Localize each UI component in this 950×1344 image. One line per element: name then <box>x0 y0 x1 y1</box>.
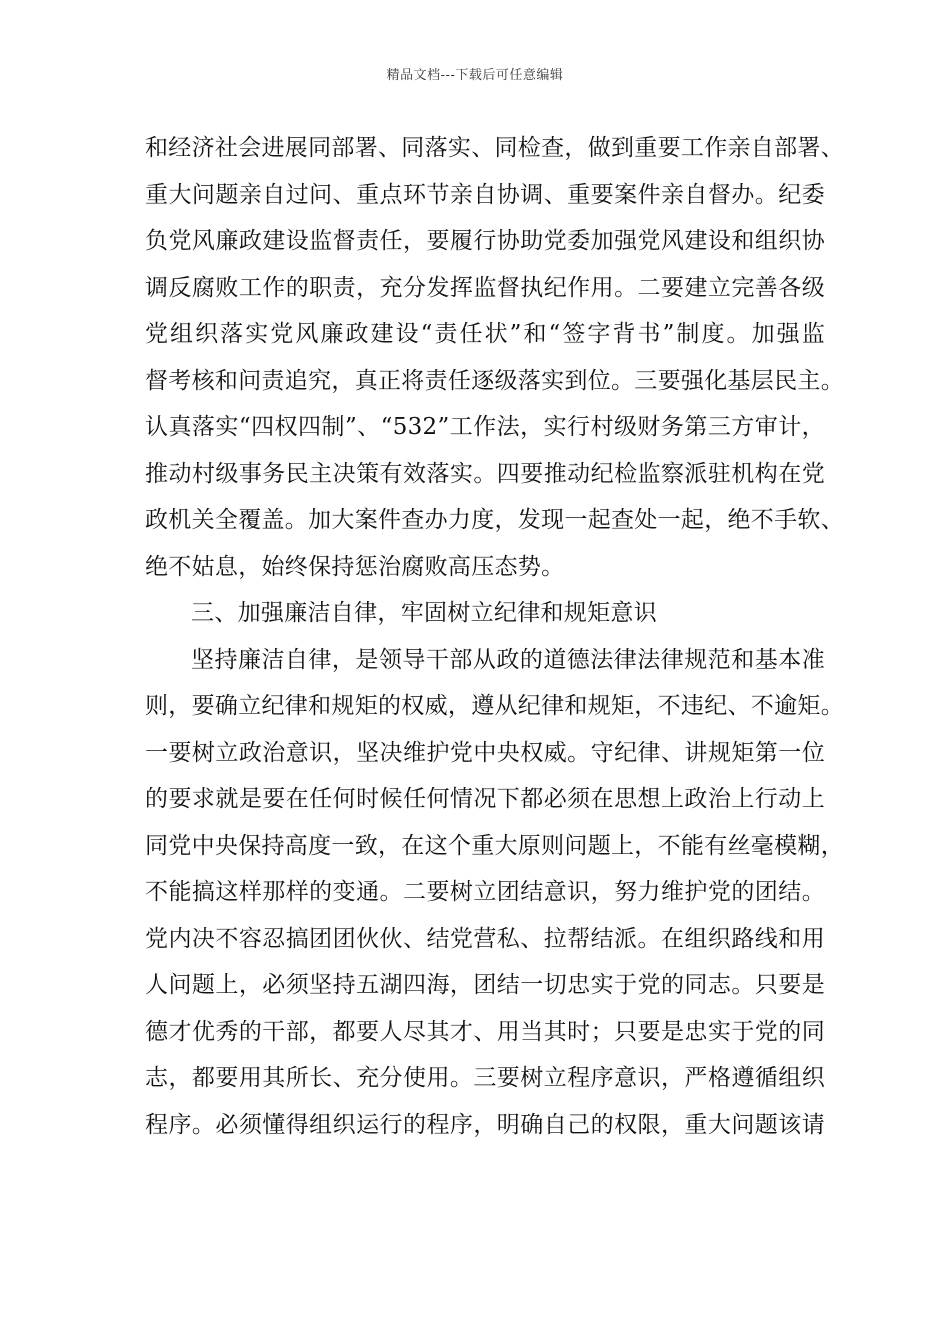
text-line: 德才优秀的干部，都要人尽其才、用当其时；只要是忠实于党的同 <box>145 1018 825 1045</box>
text-line: 不能搞这样那样的变通。二要树立团结意识，努力维护党的团结。 <box>145 879 825 905</box>
text-line: 和经济社会进展同部署、同落实、同检查，做到重要工作亲自部署、 <box>145 135 844 161</box>
text-line: 督考核和问责追究，真正将责任逐级落实到位。三要强化基层民主。 <box>145 367 844 394</box>
text-line: 程序。必须懂得组织运行的程序，明确自己的权限，重大问题该请 <box>145 1111 825 1138</box>
text-line: 重大问题亲自过问、重点环节亲自协调、重要案件亲自督办。纪委 <box>145 181 825 208</box>
text-line: 的要求就是要在任何时候任何情况下都必须在思想上政治上行动上 <box>145 786 825 812</box>
page-header: 精品文档---下载后可任意编辑 <box>386 68 564 83</box>
text-line: 推动村级事务民主决策有效落实。四要推动纪检监察派驻机构在党 <box>145 460 825 487</box>
document-body <box>145 128 844 1151</box>
text-line: 负党风廉政建设监督责任，要履行协助党委加强党风建设和组织协 <box>145 228 825 254</box>
text-line: 坚持廉洁自律，是领导干部从政的道德法律法律规范和基本准 <box>191 646 825 673</box>
section-heading: 三、加强廉洁自律，牢固树立纪律和规矩意识 <box>191 600 657 626</box>
text-line: 一要树立政治意识，坚决维护党中央权威。守纪律、讲规矩第一位 <box>145 739 825 766</box>
text-line: 绝不姑息，始终保持惩治腐败高压态势。 <box>145 553 565 580</box>
text-line: 则，要确立纪律和规矩的权威，遵从纪律和规矩，不违纪、不逾矩。 <box>145 693 844 719</box>
text-line: 党组织落实党风廉政建设“责任状”和“签字背书”制度。加强监 <box>145 321 825 347</box>
text-line: 同党中央保持高度一致，在这个重大原则问题上，不能有丝毫模糊， <box>145 832 844 859</box>
text-line: 认真落实“四权四制”、“532”工作法，实行村级财务第三方审计， <box>145 414 825 440</box>
text-line: 党内决不容忍搞团团伙伙、结党营私、拉帮结派。在组织路线和用 <box>145 925 825 952</box>
text-line: 政机关全覆盖。加大案件查办力度，发现一起查处一起，绝不手软、 <box>145 507 844 533</box>
text-line: 调反腐败工作的职责，充分发挥监督执纪作用。二要建立完善各级 <box>145 274 825 301</box>
text-line: 志，都要用其所长、充分使用。三要树立程序意识，严格遵循组织 <box>145 1065 825 1091</box>
text-line: 人问题上，必须坚持五湖四海，团结一切忠实于党的同志。只要是 <box>145 972 825 998</box>
